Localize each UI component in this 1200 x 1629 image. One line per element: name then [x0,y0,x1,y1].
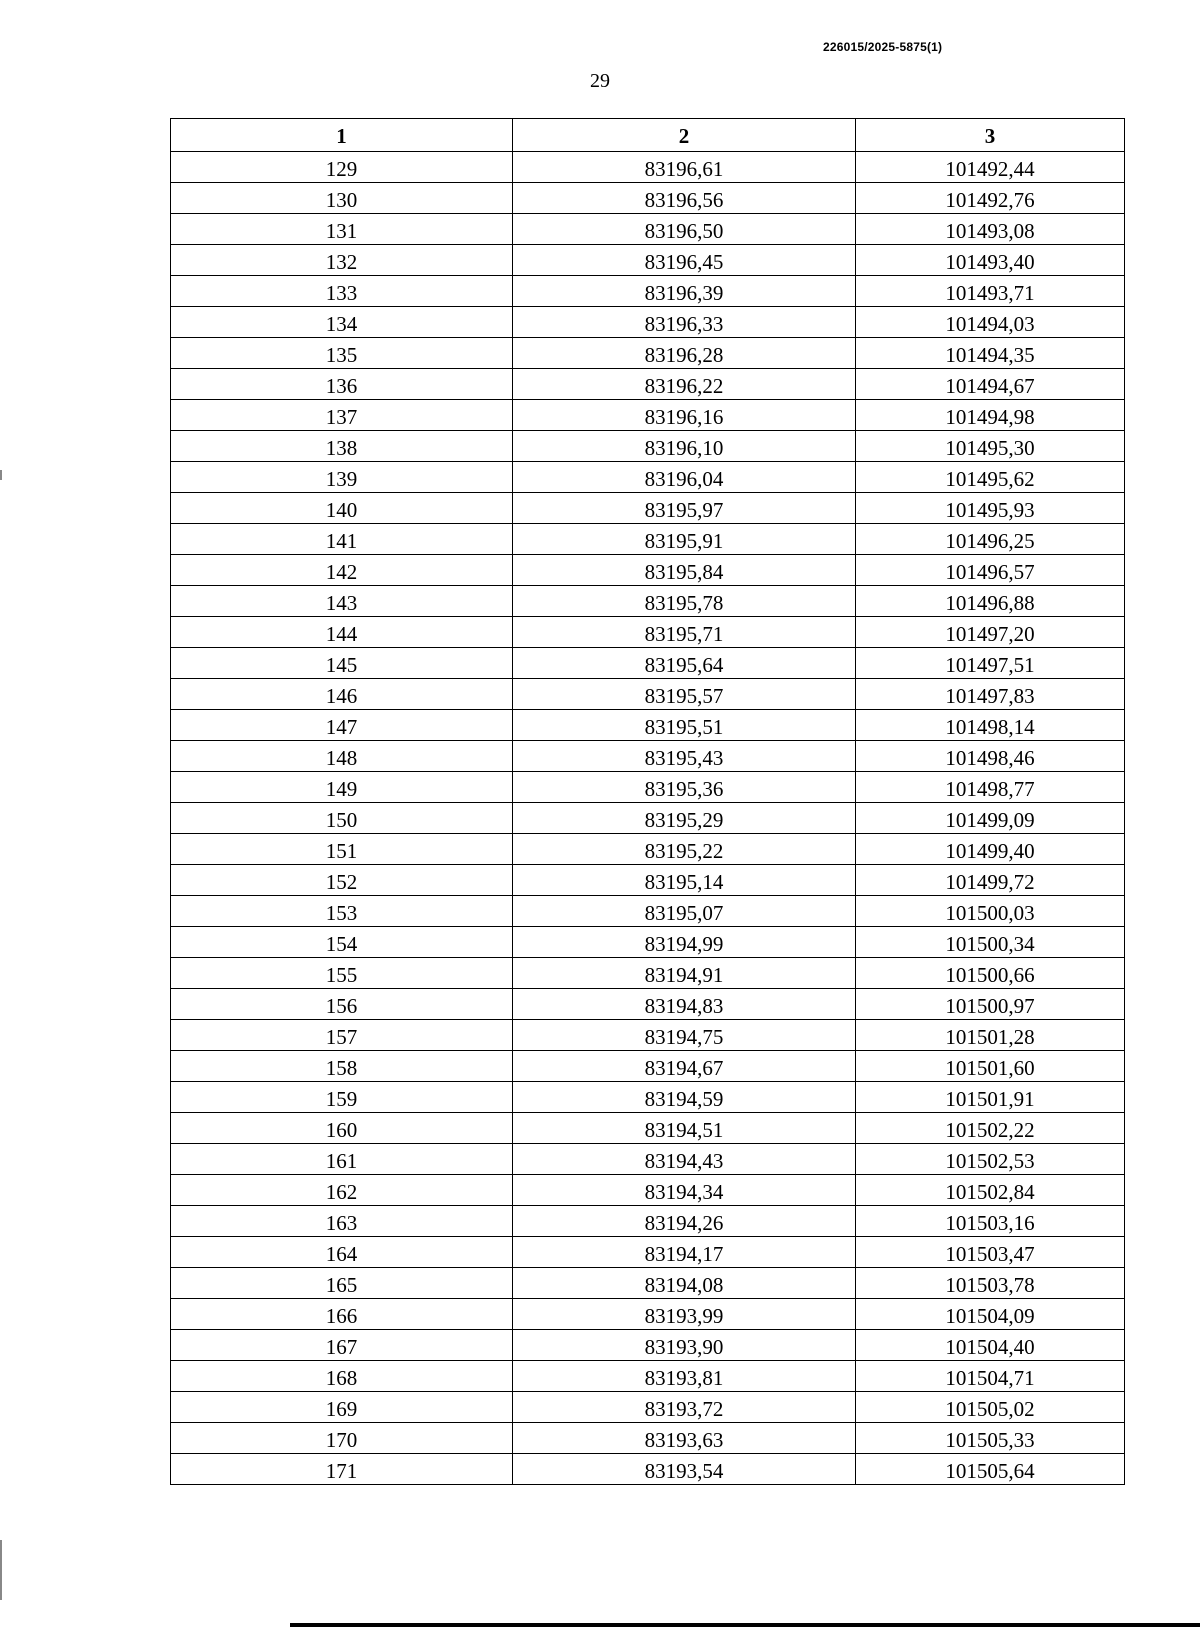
table-row [171,679,1125,710]
table-row [171,1206,1125,1237]
table-cell-col1: 162 [171,1175,513,1206]
table-cell-col1: 170 [171,1423,513,1454]
table-cell-col2: 83193,72 [513,1392,856,1423]
table-cell-col1: 147 [171,710,513,741]
table-cell-col2: 83194,83 [513,989,856,1020]
column-header-1: 1 [171,119,513,152]
table-row [171,1020,1125,1051]
table-cell-col3: 101495,30 [856,431,1125,462]
table-cell-col1: 144 [171,617,513,648]
table-cell-col3: 101498,14 [856,710,1125,741]
table-row [171,152,1125,183]
table-cell-col2: 83195,71 [513,617,856,648]
table-cell-col3: 101504,09 [856,1299,1125,1330]
table-cell-col3: 101503,16 [856,1206,1125,1237]
table-cell-col3: 101496,57 [856,555,1125,586]
table-cell-col1: 163 [171,1206,513,1237]
table-cell-col2: 83195,07 [513,896,856,927]
table-cell-col1: 135 [171,338,513,369]
table-cell-col3: 101502,22 [856,1113,1125,1144]
table-cell-col2: 83194,51 [513,1113,856,1144]
table-row [171,648,1125,679]
table-cell-col2: 83194,75 [513,1020,856,1051]
table-cell-col3: 101502,84 [856,1175,1125,1206]
table-cell-col3: 101503,47 [856,1237,1125,1268]
table-cell-col3: 101504,71 [856,1361,1125,1392]
table-cell-col3: 101505,64 [856,1454,1125,1485]
table-row [171,834,1125,865]
table-cell-col1: 134 [171,307,513,338]
table-cell-col3: 101501,91 [856,1082,1125,1113]
table-cell-col2: 83196,50 [513,214,856,245]
table-row [171,710,1125,741]
table-cell-col1: 142 [171,555,513,586]
table-cell-col1: 167 [171,1330,513,1361]
table-cell-col3: 101493,71 [856,276,1125,307]
table-cell-col2: 83193,81 [513,1361,856,1392]
table-cell-col1: 158 [171,1051,513,1082]
table-cell-col1: 165 [171,1268,513,1299]
table-cell-col3: 101505,02 [856,1392,1125,1423]
table-row [171,1330,1125,1361]
table-cell-col2: 83195,51 [513,710,856,741]
table-cell-col2: 83195,91 [513,524,856,555]
table-cell-col3: 101500,03 [856,896,1125,927]
table-body [171,152,1125,1485]
table-row [171,524,1125,555]
table-cell-col2: 83195,22 [513,834,856,865]
table-cell-col3: 101494,03 [856,307,1125,338]
table-row [171,307,1125,338]
table-cell-col1: 153 [171,896,513,927]
table-cell-col1: 140 [171,493,513,524]
table-cell-col1: 141 [171,524,513,555]
table-cell-col2: 83195,14 [513,865,856,896]
table-cell-col2: 83195,43 [513,741,856,772]
table-row [171,431,1125,462]
table-cell-col2: 83196,56 [513,183,856,214]
coordinates-table [170,118,1125,1485]
table-cell-col2: 83193,99 [513,1299,856,1330]
table-cell-col2: 83194,26 [513,1206,856,1237]
table-cell-col1: 130 [171,183,513,214]
table-cell-col2: 83193,54 [513,1454,856,1485]
table-cell-col1: 151 [171,834,513,865]
margin-mark-lower [0,1540,2,1600]
table-cell-col2: 83196,61 [513,152,856,183]
table-row [171,1175,1125,1206]
table-cell-col3: 101496,25 [856,524,1125,555]
table-cell-col3: 101502,53 [856,1144,1125,1175]
table-cell-col1: 139 [171,462,513,493]
table-row [171,586,1125,617]
table-row [171,462,1125,493]
table-row [171,1144,1125,1175]
table-cell-col3: 101495,93 [856,493,1125,524]
table-row [171,741,1125,772]
table-header [171,119,1125,152]
table-row [171,1423,1125,1454]
table-cell-col1: 156 [171,989,513,1020]
table-cell-col2: 83193,90 [513,1330,856,1361]
table-cell-col3: 101492,76 [856,183,1125,214]
table-cell-col3: 101504,40 [856,1330,1125,1361]
table-cell-col2: 83195,84 [513,555,856,586]
table-cell-col2: 83194,91 [513,958,856,989]
table-row [171,927,1125,958]
table-cell-col2: 83196,39 [513,276,856,307]
table-row [171,183,1125,214]
table-cell-col2: 83196,16 [513,400,856,431]
table-cell-col3: 101501,28 [856,1020,1125,1051]
table-cell-col2: 83194,67 [513,1051,856,1082]
table-cell-col2: 83195,57 [513,679,856,710]
table-cell-col3: 101497,20 [856,617,1125,648]
table-row [171,1268,1125,1299]
table-cell-col1: 137 [171,400,513,431]
table-cell-col2: 83194,34 [513,1175,856,1206]
table-row [171,400,1125,431]
table-cell-col2: 83196,28 [513,338,856,369]
table-cell-col2: 83196,45 [513,245,856,276]
column-header-2: 2 [513,119,856,152]
table-cell-col3: 101503,78 [856,1268,1125,1299]
table-cell-col3: 101499,72 [856,865,1125,896]
table-row [171,276,1125,307]
table-row [171,772,1125,803]
table-cell-col3: 101498,77 [856,772,1125,803]
table-cell-col3: 101494,35 [856,338,1125,369]
table-cell-col2: 83196,10 [513,431,856,462]
table-cell-col1: 131 [171,214,513,245]
table-row [171,1113,1125,1144]
table-cell-col2: 83196,04 [513,462,856,493]
header-row [171,119,1125,152]
table-cell-col3: 101493,08 [856,214,1125,245]
table-cell-col1: 150 [171,803,513,834]
table-cell-col1: 143 [171,586,513,617]
table-row [171,896,1125,927]
table-cell-col2: 83195,97 [513,493,856,524]
table-cell-col1: 133 [171,276,513,307]
table-cell-col3: 101496,88 [856,586,1125,617]
table-cell-col2: 83193,63 [513,1423,856,1454]
table-cell-col1: 154 [171,927,513,958]
table-cell-col1: 157 [171,1020,513,1051]
document-id: 226015/2025-5875(1) [823,40,943,54]
table-cell-col1: 132 [171,245,513,276]
table-cell-col3: 101500,66 [856,958,1125,989]
table-cell-col3: 101505,33 [856,1423,1125,1454]
table-cell-col1: 149 [171,772,513,803]
column-header-3: 3 [856,119,1125,152]
table-row [171,958,1125,989]
page-number: 29 [590,70,610,92]
table-cell-col2: 83196,33 [513,307,856,338]
table-cell-col1: 171 [171,1454,513,1485]
table-cell-col2: 83194,99 [513,927,856,958]
table-cell-col2: 83194,59 [513,1082,856,1113]
table-cell-col3: 101494,67 [856,369,1125,400]
table-cell-col1: 159 [171,1082,513,1113]
table-row [171,1051,1125,1082]
table-cell-col3: 101499,40 [856,834,1125,865]
table-row [171,1299,1125,1330]
table-cell-col2: 83194,43 [513,1144,856,1175]
table-row [171,1361,1125,1392]
table-row [171,1237,1125,1268]
table-cell-col2: 83195,64 [513,648,856,679]
table-cell-col1: 161 [171,1144,513,1175]
table-cell-col1: 146 [171,679,513,710]
table-row [171,245,1125,276]
table-cell-col3: 101498,46 [856,741,1125,772]
table-cell-col3: 101497,51 [856,648,1125,679]
table-cell-col1: 160 [171,1113,513,1144]
table-cell-col3: 101495,62 [856,462,1125,493]
table-cell-col3: 101499,09 [856,803,1125,834]
table-row [171,1082,1125,1113]
table-cell-col3: 101500,34 [856,927,1125,958]
table-cell-col1: 155 [171,958,513,989]
table-row [171,369,1125,400]
table-cell-col3: 101493,40 [856,245,1125,276]
table-cell-col2: 83194,08 [513,1268,856,1299]
table-cell-col1: 145 [171,648,513,679]
table-cell-col1: 138 [171,431,513,462]
table-cell-col3: 101501,60 [856,1051,1125,1082]
bottom-rule [290,1623,1200,1627]
table-row [171,617,1125,648]
table-cell-col2: 83195,36 [513,772,856,803]
table-cell-col1: 136 [171,369,513,400]
table-row [171,493,1125,524]
table-row [171,1392,1125,1423]
table-cell-col1: 169 [171,1392,513,1423]
table-cell-col1: 166 [171,1299,513,1330]
table-cell-col2: 83195,78 [513,586,856,617]
table-cell-col1: 164 [171,1237,513,1268]
margin-mark-upper [0,470,2,480]
table-cell-col2: 83196,22 [513,369,856,400]
table-cell-col1: 152 [171,865,513,896]
table-cell-col2: 83195,29 [513,803,856,834]
table-row [171,803,1125,834]
table-cell-col1: 168 [171,1361,513,1392]
table-cell-col3: 101492,44 [856,152,1125,183]
table-cell-col2: 83194,17 [513,1237,856,1268]
table-row [171,989,1125,1020]
table-row [171,214,1125,245]
table-cell-col1: 129 [171,152,513,183]
table-row [171,338,1125,369]
table-cell-col3: 101497,83 [856,679,1125,710]
table-row [171,865,1125,896]
table-row [171,555,1125,586]
table-row [171,1454,1125,1485]
table-cell-col3: 101494,98 [856,400,1125,431]
table-cell-col1: 148 [171,741,513,772]
table-cell-col3: 101500,97 [856,989,1125,1020]
